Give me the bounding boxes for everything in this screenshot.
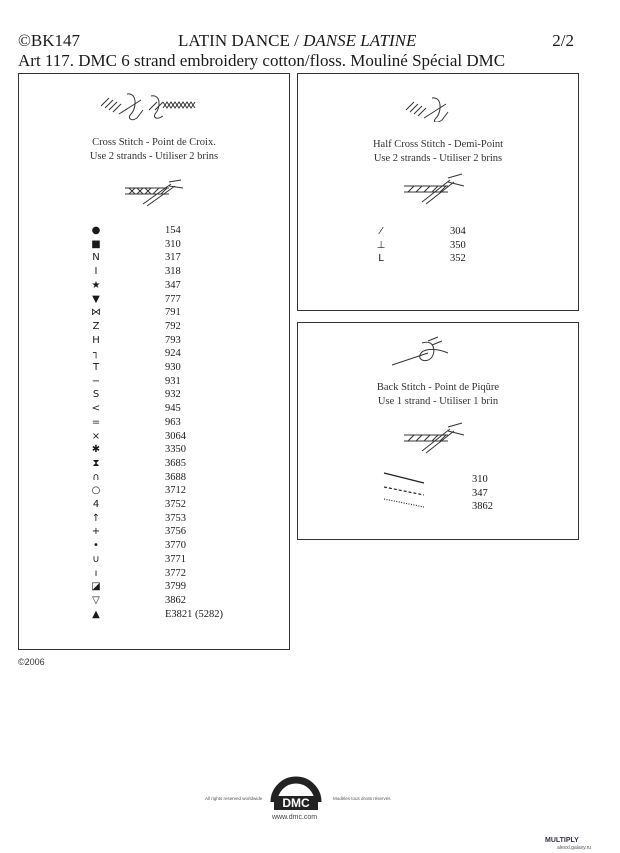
legend-symbol: ∩ [92, 471, 100, 483]
legend-number: 924 [165, 348, 181, 360]
legend-number: 3770 [165, 540, 186, 552]
pattern-code: ©BK147 [18, 31, 81, 50]
thread-info: Art 117. DMC 6 strand embroidery cotton/floss. Mouliné Spécial DMC [18, 51, 506, 70]
legend-number: 352 [450, 253, 466, 264]
legend-number: 304 [450, 226, 466, 237]
legend-symbol: ı [94, 567, 98, 579]
legend-symbol: L [378, 253, 384, 264]
dmc-logo [268, 772, 324, 812]
half-cross-stitch-box [297, 73, 579, 311]
legend-number: 310 [165, 238, 181, 250]
legend-symbol: ⧗ [92, 457, 100, 469]
legend-symbol: ↑ [91, 512, 101, 524]
copyright-text: ©2006 [18, 657, 45, 667]
back-stitch-caption-1: Back Stitch - Point de Piqûre [376, 382, 500, 393]
legend-symbol: ▽ [92, 594, 100, 606]
legend-symbol: = [91, 416, 101, 428]
legend-symbol: + [91, 526, 101, 538]
legend-symbol: I [94, 266, 98, 278]
legend-symbol: ┐ [92, 348, 100, 360]
legend-number: 3350 [165, 444, 186, 456]
legend-symbol: ▲ [92, 608, 100, 620]
legend-number: 3712 [165, 485, 186, 497]
half-cross-caption-1: Half Cross Stitch - Demi-Point [372, 139, 504, 150]
back-stitch-box [297, 322, 579, 540]
legend-number: 3772 [165, 567, 186, 579]
legend-number: 963 [165, 416, 181, 428]
legend-symbol: ▼ [92, 293, 100, 305]
legend-symbol: ○ [91, 485, 101, 497]
legend-number: 3771 [165, 553, 186, 565]
dmc-logo-text: DMC [282, 796, 310, 810]
legend-number: 347 [165, 279, 181, 291]
legend-number: 930 [165, 362, 181, 373]
legend-number: 945 [165, 403, 181, 415]
legend-number: 3753 [165, 512, 186, 524]
legend-number: 347 [472, 487, 488, 499]
legend-number: 777 [165, 293, 181, 305]
half-cross-hand-icon [402, 92, 462, 122]
legend-symbol: ⁄ [380, 226, 382, 237]
legend-number: 791 [165, 307, 181, 319]
legend-number: 3862 [165, 594, 186, 606]
legend-number: 310 [472, 474, 488, 485]
legend-number: 793 [165, 334, 181, 346]
multiply-watermark: MULTIPLY [545, 837, 579, 844]
page-number: 2/2 [552, 31, 574, 50]
half-cross-thread-icon [402, 172, 466, 206]
legend-symbol: < [91, 403, 101, 415]
legend-number: 350 [450, 239, 466, 251]
legend-number: 3752 [165, 499, 186, 510]
legend-number: 792 [165, 320, 181, 332]
footer-url[interactable]: www.dmc.com [272, 814, 318, 821]
legend-symbol: − [91, 375, 101, 387]
cross-stitch-box [18, 73, 290, 650]
legend-symbol: × [91, 430, 101, 442]
half-cross-caption-2: Use 2 strands - Utiliser 2 brins [373, 153, 503, 164]
back-stitch-line-samples [382, 469, 428, 509]
legend-number: 931 [165, 375, 181, 387]
legend-number: 932 [165, 389, 181, 401]
legend-number: 154 [165, 225, 181, 236]
cross-stitch-hand-icon [97, 88, 207, 124]
back-stitch-thread-icon [402, 421, 466, 455]
legend-symbol: ∪ [92, 553, 100, 565]
legend-symbol: ■ [91, 238, 101, 250]
legend-number: 3756 [165, 526, 186, 538]
legend-number: 3685 [165, 457, 186, 469]
legend-symbol: S [92, 389, 100, 401]
legend-symbol: 4 [92, 499, 100, 510]
legend-number: 3799 [165, 581, 186, 593]
page-header [18, 31, 574, 53]
legend-symbol: ✱ [91, 444, 101, 456]
legend-symbol: ◪ [91, 581, 101, 593]
cross-stitch-caption-1: Cross Stitch - Point de Croix. [92, 137, 216, 148]
legend-symbol: ⋈ [91, 307, 101, 319]
back-stitch-line-dotted [384, 499, 424, 507]
cross-stitch-caption-2: Use 2 strands - Utiliser 2 brins [89, 151, 219, 162]
legend-symbol: ● [91, 225, 101, 236]
back-stitch-line-solid [384, 473, 424, 483]
footer-rights-en: All rights reserved worldwide [205, 796, 263, 801]
legend-number: 3862 [472, 501, 493, 512]
back-stitch-line-dashed [384, 487, 424, 495]
back-stitch-hand-icon [388, 335, 464, 369]
legend-symbol: ⊥ [376, 239, 386, 251]
legend-number: 317 [165, 252, 181, 264]
footer-rights-fr: Modèles tous droits réservés [333, 796, 391, 801]
pattern-title: LATIN DANCE / DANSE LATINE [178, 31, 417, 50]
legend-symbol: Z [92, 320, 100, 332]
pattern-title-french: DANSE LATINE [303, 31, 417, 50]
cross-stitch-thread-icon [123, 178, 185, 208]
multiply-watermark-sub: alexxl.galaxy.ru [557, 845, 592, 851]
legend-symbol: ★ [91, 279, 101, 291]
back-stitch-caption-2: Use 1 strand - Utiliser 1 brin [377, 396, 499, 407]
legend-number: 3064 [165, 430, 186, 442]
legend-number: E3821 (5282) [165, 608, 224, 620]
legend-symbol: N [92, 252, 100, 264]
legend-symbol: • [93, 540, 99, 552]
legend-symbol: T [92, 362, 100, 373]
legend-number: 318 [165, 266, 181, 278]
legend-number: 3688 [165, 471, 186, 483]
legend-symbol: H [92, 334, 100, 346]
